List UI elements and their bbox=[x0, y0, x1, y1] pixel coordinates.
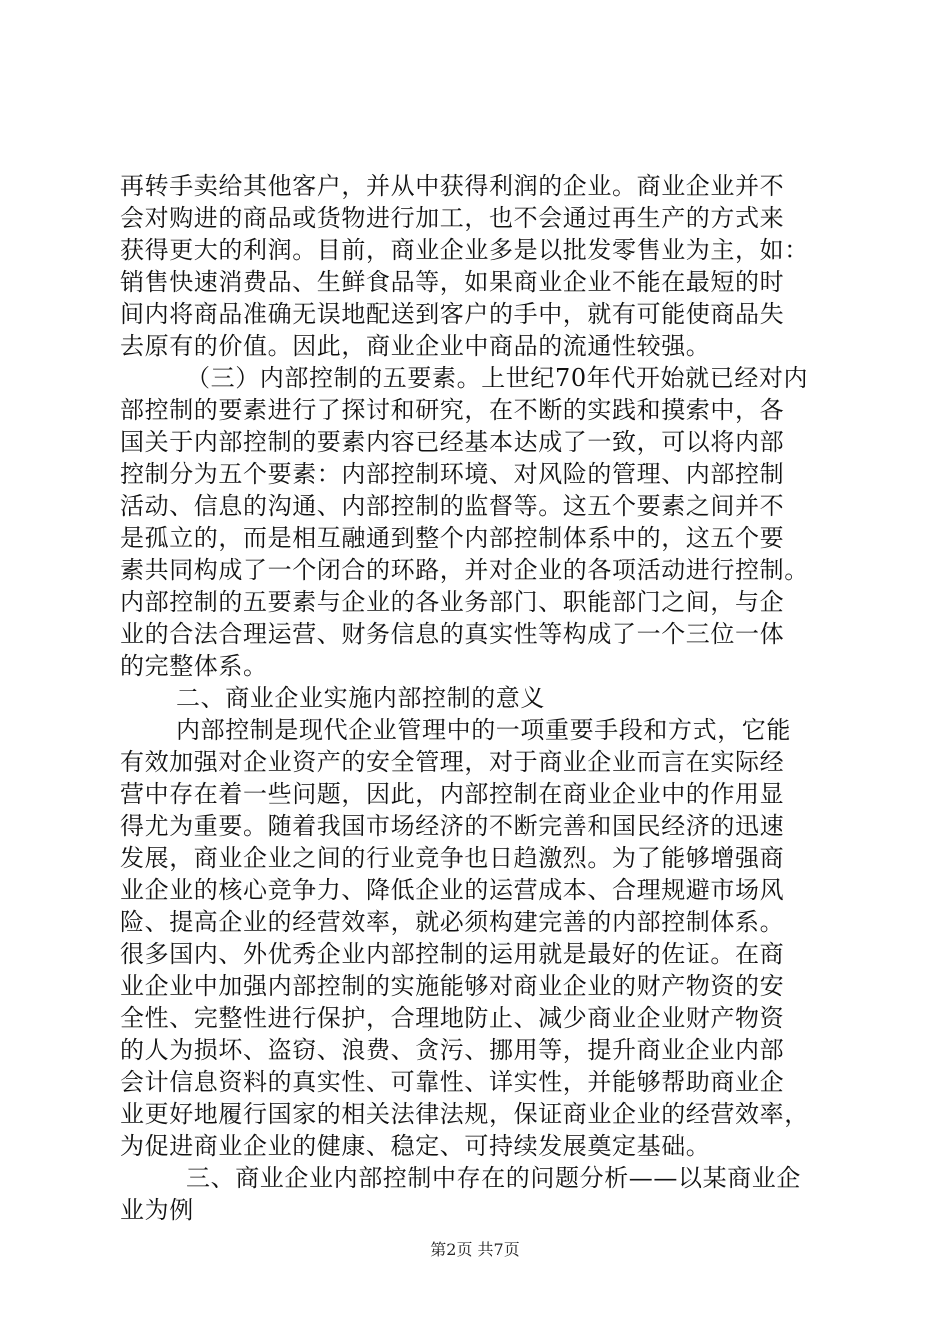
text-line: 是孤立的，而是相互融通到整个内部控制体系中的，这五个要 bbox=[120, 524, 785, 552]
text-line: 为促进商业企业的健康、稳定、可持续发展奠定基础。 bbox=[120, 1132, 711, 1160]
text-line: 的人为损坏、盗窃、浪费、贪污、挪用等，提升商业企业内部 bbox=[120, 1036, 785, 1064]
text-line: 内部控制是现代企业管理中的一项重要手段和方式，它能 bbox=[176, 716, 791, 744]
page-number-footer: 第2页 共7页 bbox=[430, 1240, 520, 1259]
text-line: 间内将商品准确无误地配送到客户的手中，就有可能使商品失 bbox=[120, 300, 785, 328]
document-body bbox=[120, 170, 840, 1226]
text-line: 发展，商业企业之间的行业竞争也日趋激烈。为了能够增强商 bbox=[120, 844, 785, 872]
text-line: 很多国内、外优秀企业内部控制的运用就是最好的佐证。在商 bbox=[120, 940, 785, 968]
text-line: 业为例 bbox=[120, 1196, 194, 1224]
text-line: 部控制的要素进行了探讨和研究，在不断的实践和摸索中，各 bbox=[120, 396, 785, 424]
text-line: 再转手卖给其他客户，并从中获得利润的企业。商业企业并不 bbox=[120, 172, 785, 200]
text-line: 去原有的价值。因此，商业企业中商品的流通性较强。 bbox=[120, 332, 711, 360]
text-line: 得尤为重要。随着我国市场经济的不断完善和国民经济的迅速 bbox=[120, 812, 785, 840]
text-line: 会对购进的商品或货物进行加工，也不会通过再生产的方式来 bbox=[120, 204, 785, 232]
text-line: 的完整体系。 bbox=[120, 652, 268, 680]
section-heading-three-elements: （三）内部控制的五要素。上世纪70年代开始就已经对内 bbox=[186, 364, 809, 392]
text-line: 业的合法合理运营、财务信息的真实性等构成了一个三位一体 bbox=[120, 620, 785, 648]
text-line: 会计信息资料的真实性、可靠性、详实性，并能够帮助商业企 bbox=[120, 1068, 785, 1096]
text-line: 销售快速消费品、生鲜食品等，如果商业企业不能在最短的时 bbox=[120, 268, 785, 296]
text-line: 活动、信息的沟通、内部控制的监督等。这五个要素之间并不 bbox=[120, 492, 785, 520]
text-line: 营中存在着一些问题，因此，内部控制在商业企业中的作用显 bbox=[120, 780, 785, 808]
text-line: 控制分为五个要素：内部控制环境、对风险的管理、内部控制 bbox=[120, 460, 785, 488]
text-line: 业企业中加强内部控制的实施能够对商业企业的财产物资的安 bbox=[120, 972, 785, 1000]
text-line: 全性、完整性进行保护，合理地防止、减少商业企业财产物资 bbox=[120, 1004, 785, 1032]
text-line: 内部控制的五要素与企业的各业务部门、职能部门之间，与企 bbox=[120, 588, 785, 616]
text-line: 国关于内部控制的要素内容已经基本达成了一致，可以将内部 bbox=[120, 428, 785, 456]
text-line: 业企业的核心竞争力、降低企业的运营成本、合理规避市场风 bbox=[120, 876, 785, 904]
text-line: 获得更大的利润。目前，商业企业多是以批发零售业为主，如： bbox=[120, 236, 809, 264]
text-line: 业更好地履行国家的相关法律法规，保证商业企业的经营效率， bbox=[120, 1100, 809, 1128]
text-line: 素共同构成了一个闭合的环路，并对企业的各项活动进行控制。 bbox=[120, 556, 809, 584]
text-line: 险、提高企业的经营效率，就必须构建完善的内部控制体系。 bbox=[120, 908, 785, 936]
section-heading-three: 三、商业企业内部控制中存在的问题分析——以某商业企 bbox=[186, 1164, 801, 1192]
section-heading-two: 二、商业企业实施内部控制的意义 bbox=[176, 684, 545, 712]
text-line: 有效加强对企业资产的安全管理，对于商业企业而言在实际经 bbox=[120, 748, 785, 776]
